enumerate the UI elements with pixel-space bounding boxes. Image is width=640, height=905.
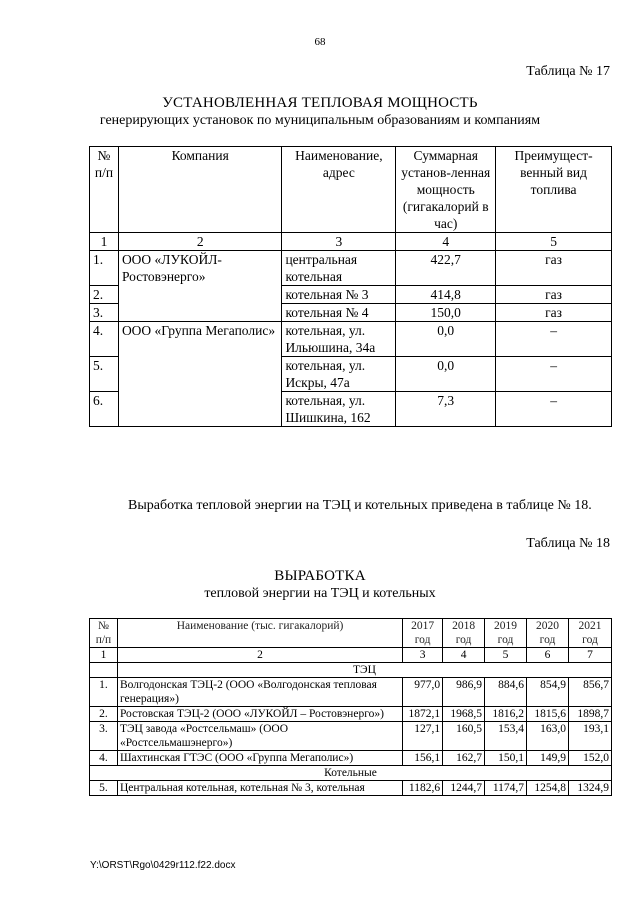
row-num: 1. [90, 251, 119, 286]
fuel-cell: – [496, 357, 612, 392]
power-cell: 150,0 [396, 304, 496, 322]
name-cell: котельная, ул. Ильюшина, 34а [282, 322, 396, 357]
value-cell: 1815,6 [527, 707, 569, 722]
table-row [90, 251, 612, 286]
header-year: 2020 год [527, 619, 569, 648]
row-num: 2. [90, 286, 119, 304]
value-cell: 1244,7 [443, 781, 485, 796]
table18-label: Таблица № 18 [526, 536, 610, 551]
value-cell: 1816,2 [485, 707, 527, 722]
value-cell: 127,1 [403, 722, 443, 751]
header-year: 2021 год [568, 619, 611, 648]
power-cell: 422,7 [396, 251, 496, 286]
name-cell: Шахтинская ГТЭС (ООО «Группа Мегаполис») [117, 751, 402, 766]
value-cell: 1968,5 [443, 707, 485, 722]
value-cell: 193,1 [568, 722, 611, 751]
table17-title: УСТАНОВЛЕННАЯ ТЕПЛОВАЯ МОЩНОСТЬ [162, 95, 478, 111]
header-power: Суммарная установ-ленная мощность (гигакалорий в час) [396, 147, 496, 233]
fuel-cell: газ [496, 304, 612, 322]
col-number: 3 [403, 648, 443, 663]
section-spacer [90, 663, 118, 678]
company-cell: ООО «ЛУКОЙЛ-Ростовэнерго» [118, 251, 282, 322]
page-number: 68 [314, 36, 326, 48]
value-cell: 160,5 [443, 722, 485, 751]
value-cell: 153,4 [485, 722, 527, 751]
header-company: Компания [118, 147, 282, 233]
section-tec: ТЭЦ [117, 663, 611, 678]
section-row [90, 663, 612, 678]
name-cell: Ростовская ТЭЦ-2 (ООО «ЛУКОЙЛ – Ростовэнерго») [117, 707, 402, 722]
power-cell: 0,0 [396, 357, 496, 392]
row-num: 3. [90, 304, 119, 322]
table-row [90, 722, 612, 751]
fuel-cell: газ [496, 251, 612, 286]
row-num: 3. [90, 722, 118, 751]
header-fuel: Преимущест-венный вид топлива [496, 147, 612, 233]
row-num: 4. [90, 322, 119, 357]
name-cell: котельная № 3 [282, 286, 396, 304]
table-row [90, 751, 612, 766]
table17-colnum-row [90, 233, 612, 251]
table-row [90, 678, 612, 707]
value-cell: 162,7 [443, 751, 485, 766]
table18-subtitle: тепловой энергии на ТЭЦ и котельных [204, 586, 436, 601]
power-cell: 7,3 [396, 392, 496, 427]
footer-path: Y:\ORST\Rgo\0429r112.f22.docx [90, 860, 236, 871]
name-cell: центральная котельная [282, 251, 396, 286]
row-num: 2. [90, 707, 118, 722]
value-cell: 156,1 [403, 751, 443, 766]
value-cell: 854,9 [527, 678, 569, 707]
table-row [90, 707, 612, 722]
value-cell: 1174,7 [485, 781, 527, 796]
company-cell: ООО «Группа Мегаполис» [118, 322, 282, 427]
paragraph: Выработка тепловой энергии на ТЭЦ и котельных приведена в таблице № 18. [128, 498, 592, 513]
table18-colnum-row [90, 648, 612, 663]
col-number: 5 [496, 233, 612, 251]
fuel-cell: – [496, 392, 612, 427]
col-number: 2 [118, 233, 282, 251]
table18-title: ВЫРАБОТКА [274, 568, 366, 584]
col-number: 3 [282, 233, 396, 251]
col-number: 1 [90, 648, 118, 663]
col-number: 1 [90, 233, 119, 251]
value-cell: 1872,1 [403, 707, 443, 722]
name-cell: котельная, ул. Искры, 47а [282, 357, 396, 392]
value-cell: 1182,6 [403, 781, 443, 796]
table-row [90, 322, 612, 357]
row-num: 5. [90, 781, 118, 796]
table17-label: Таблица № 17 [526, 64, 610, 79]
col-number: 7 [568, 648, 611, 663]
col-number: 4 [443, 648, 485, 663]
fuel-cell: – [496, 322, 612, 357]
value-cell: 152,0 [568, 751, 611, 766]
name-cell: ТЭЦ завода «Ростсельмаш» (ООО «Ростсельмашэнерго») [117, 722, 402, 751]
name-cell: котельная, ул. Шишкина, 162 [282, 392, 396, 427]
header-name: Наименование (тыс. гигакалорий) [117, 619, 402, 648]
section-boilers: Котельные [90, 766, 612, 781]
value-cell: 986,9 [443, 678, 485, 707]
value-cell: 1324,9 [568, 781, 611, 796]
row-num: 4. [90, 751, 118, 766]
value-cell: 977,0 [403, 678, 443, 707]
row-num: 1. [90, 678, 118, 707]
value-cell: 1254,8 [527, 781, 569, 796]
col-number: 4 [396, 233, 496, 251]
table18 [89, 618, 612, 796]
header-year: 2019 год [485, 619, 527, 648]
fuel-cell: газ [496, 286, 612, 304]
col-number: 5 [485, 648, 527, 663]
row-num: 6. [90, 392, 119, 427]
value-cell: 1898,7 [568, 707, 611, 722]
header-num: № п/п [90, 147, 119, 233]
power-cell: 0,0 [396, 322, 496, 357]
col-number: 2 [117, 648, 402, 663]
header-year: 2017 год [403, 619, 443, 648]
value-cell: 163,0 [527, 722, 569, 751]
header-year: 2018 год [443, 619, 485, 648]
name-cell: котельная № 4 [282, 304, 396, 322]
section-row [90, 766, 612, 781]
header-num: № п/п [90, 619, 118, 648]
value-cell: 149,9 [527, 751, 569, 766]
name-cell: Центральная котельная, котельная № 3, котельная [117, 781, 402, 796]
value-cell: 884,6 [485, 678, 527, 707]
power-cell: 414,8 [396, 286, 496, 304]
table18-header-row [90, 619, 612, 648]
table17 [89, 146, 612, 427]
col-number: 6 [527, 648, 569, 663]
table17-subtitle: генерирующих установок по муниципальным образованиям и компаниям [99, 113, 541, 128]
header-name: Наименование, адрес [282, 147, 396, 233]
value-cell: 150,1 [485, 751, 527, 766]
table17-header-row [90, 147, 612, 233]
value-cell: 856,7 [568, 678, 611, 707]
name-cell: Волгодонская ТЭЦ-2 (ООО «Волгодонская тепловая генерация») [117, 678, 402, 707]
row-num: 5. [90, 357, 119, 392]
table-row [90, 781, 612, 796]
